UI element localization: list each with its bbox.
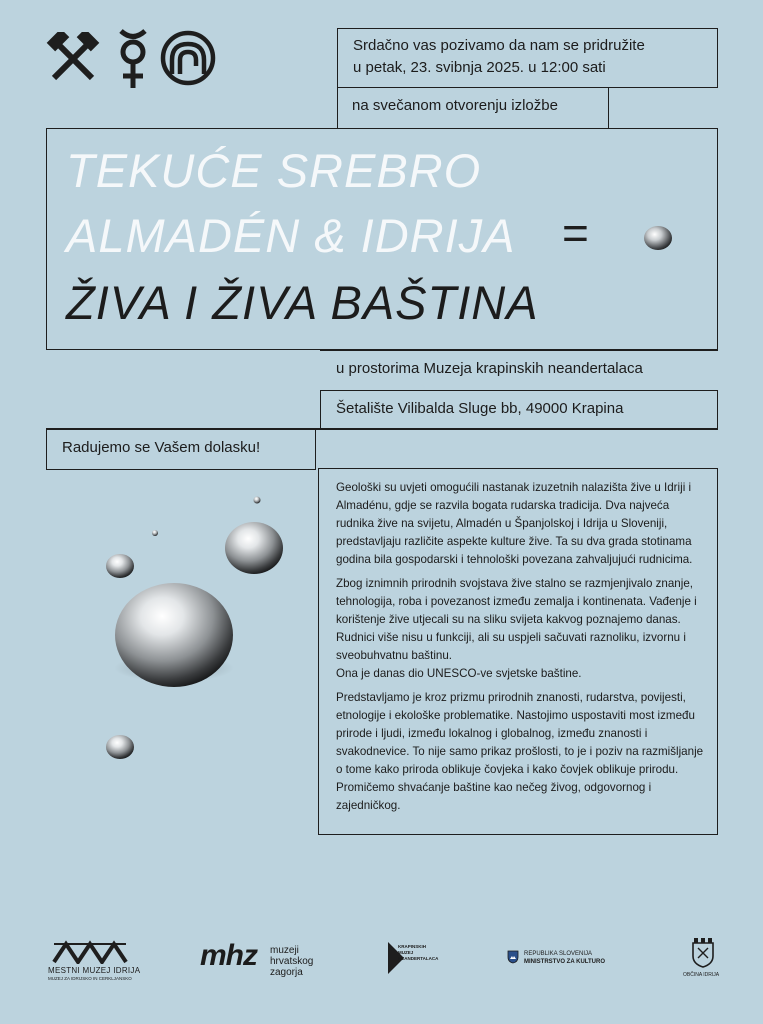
krapina-logo-line-3: NEANDERTALACA [398,956,439,961]
description-paragraph-2b: Ona je danas dio UNESCO-ve svjetske baštine. [336,667,582,680]
slovenia-coat-of-arms-icon [507,950,519,964]
mhz-logo-mark: mhz [200,939,257,972]
hammer-pick-icon [46,32,100,82]
krapina-logo-line-1: KRAPINSKIH [398,944,427,949]
description-text [336,479,706,821]
mercury-drop-small [642,224,674,252]
idrija-museum-name: MESTNI MUZEJ IDRIJA [48,966,141,975]
mercury-symbol-icon [113,28,153,90]
unesco-heritage-icon [160,30,216,86]
description-paragraph-3: Predstavljamo je kroz prizmu prirodnih znanosti, rudarstva, povijesti, etnologije i ekološke problematike. Nastojimo uspostaviti most između prirode i ljudi, između lokalnog i globalnog, između znanosti i svakodnevice. To nije samo prikaz prošlosti, to je i poziv na razmišljanje o tome kako priroda oblikuje čovjeka i kako čovjek oblikuje prirodu. Promičemo shvaćanje baštine kao nečeg živog, odgovornog i zajedničkog. [336,691,704,812]
idrija-museum-subtitle: MUZEJ ZA IDRIJSKO IN CERKLJANSKO [48,976,132,981]
mhz-line-2: hrvatskog [270,956,314,967]
venue-top-line [320,349,718,351]
invitation-line-1: Srdačno vas pozivamo da nam se pridružite [353,37,645,54]
invitation-line-2: u petak, 23. svibnja 2025. u 12:00 sati [353,59,606,76]
ministry-line-2: MINISTRSTVO ZA KULTURO [524,959,605,965]
description-paragraph-2: Zbog iznimnih prirodnih svojstava žive stalno se razmjenjivalo znanje, tehnologija, roba i povezanost između zemalja i kontinenata. Vađenje i korištenje žive utjecali su na sliku svijeta kakvog poznajemo danas. Rudnici više nisu u funkciji, ali su uspjeli sačuvati raznoliku, izvornu i sveobuhvatnu baštinu. [336,577,697,662]
welcome-text: Radujemo se Vašem dolasku! [62,439,261,456]
obcina-idrija-crest-icon [691,936,715,968]
venue-address: Šetalište Vilibalda Sluge bb, 49000 Krapina [336,400,624,417]
opening-text: na svečanom otvorenju izložbe [352,97,558,114]
mhz-line-3: zagorja [270,967,303,978]
krapina-logo-line-2: MUZEJ [398,950,414,955]
venue-name: u prostorima Muzeja krapinskih neandertalaca [336,360,643,377]
title-line-3: ŽIVA I ŽIVA BAŠTINA [66,276,539,329]
title-equals: = [562,207,589,259]
ministry-line-1: REPUBLIKA SLOVENIJA [524,951,593,957]
description-paragraph-1: Geološki su uvjeti omogućili nastanak izuzetnih nalazišta žive u Idriji i Almadénu, gdje se razvila bogata rudarska tradicija. Dva najveća rudnika žive na svijetu, Almadén u Španjolskoj i Idrija u Sloveniji, predstavljaju različite aspekte kulture žive. Ta su dva grada stotinama godina bila gospodarski i tehnološki povezana zahvaljujući rudnicima. [336,481,693,566]
mhz-line-1: muzeji [270,945,299,956]
idrija-museum-logo-icon [52,940,128,964]
obcina-idrija-name: OBČINA IDRIJA [683,972,720,978]
title-line-2: ALMADÉN & IDRIJA [66,209,516,262]
mercury-droplets-illustration [100,490,300,770]
title-line-1: TEKUĆE SREBRO [66,144,482,197]
